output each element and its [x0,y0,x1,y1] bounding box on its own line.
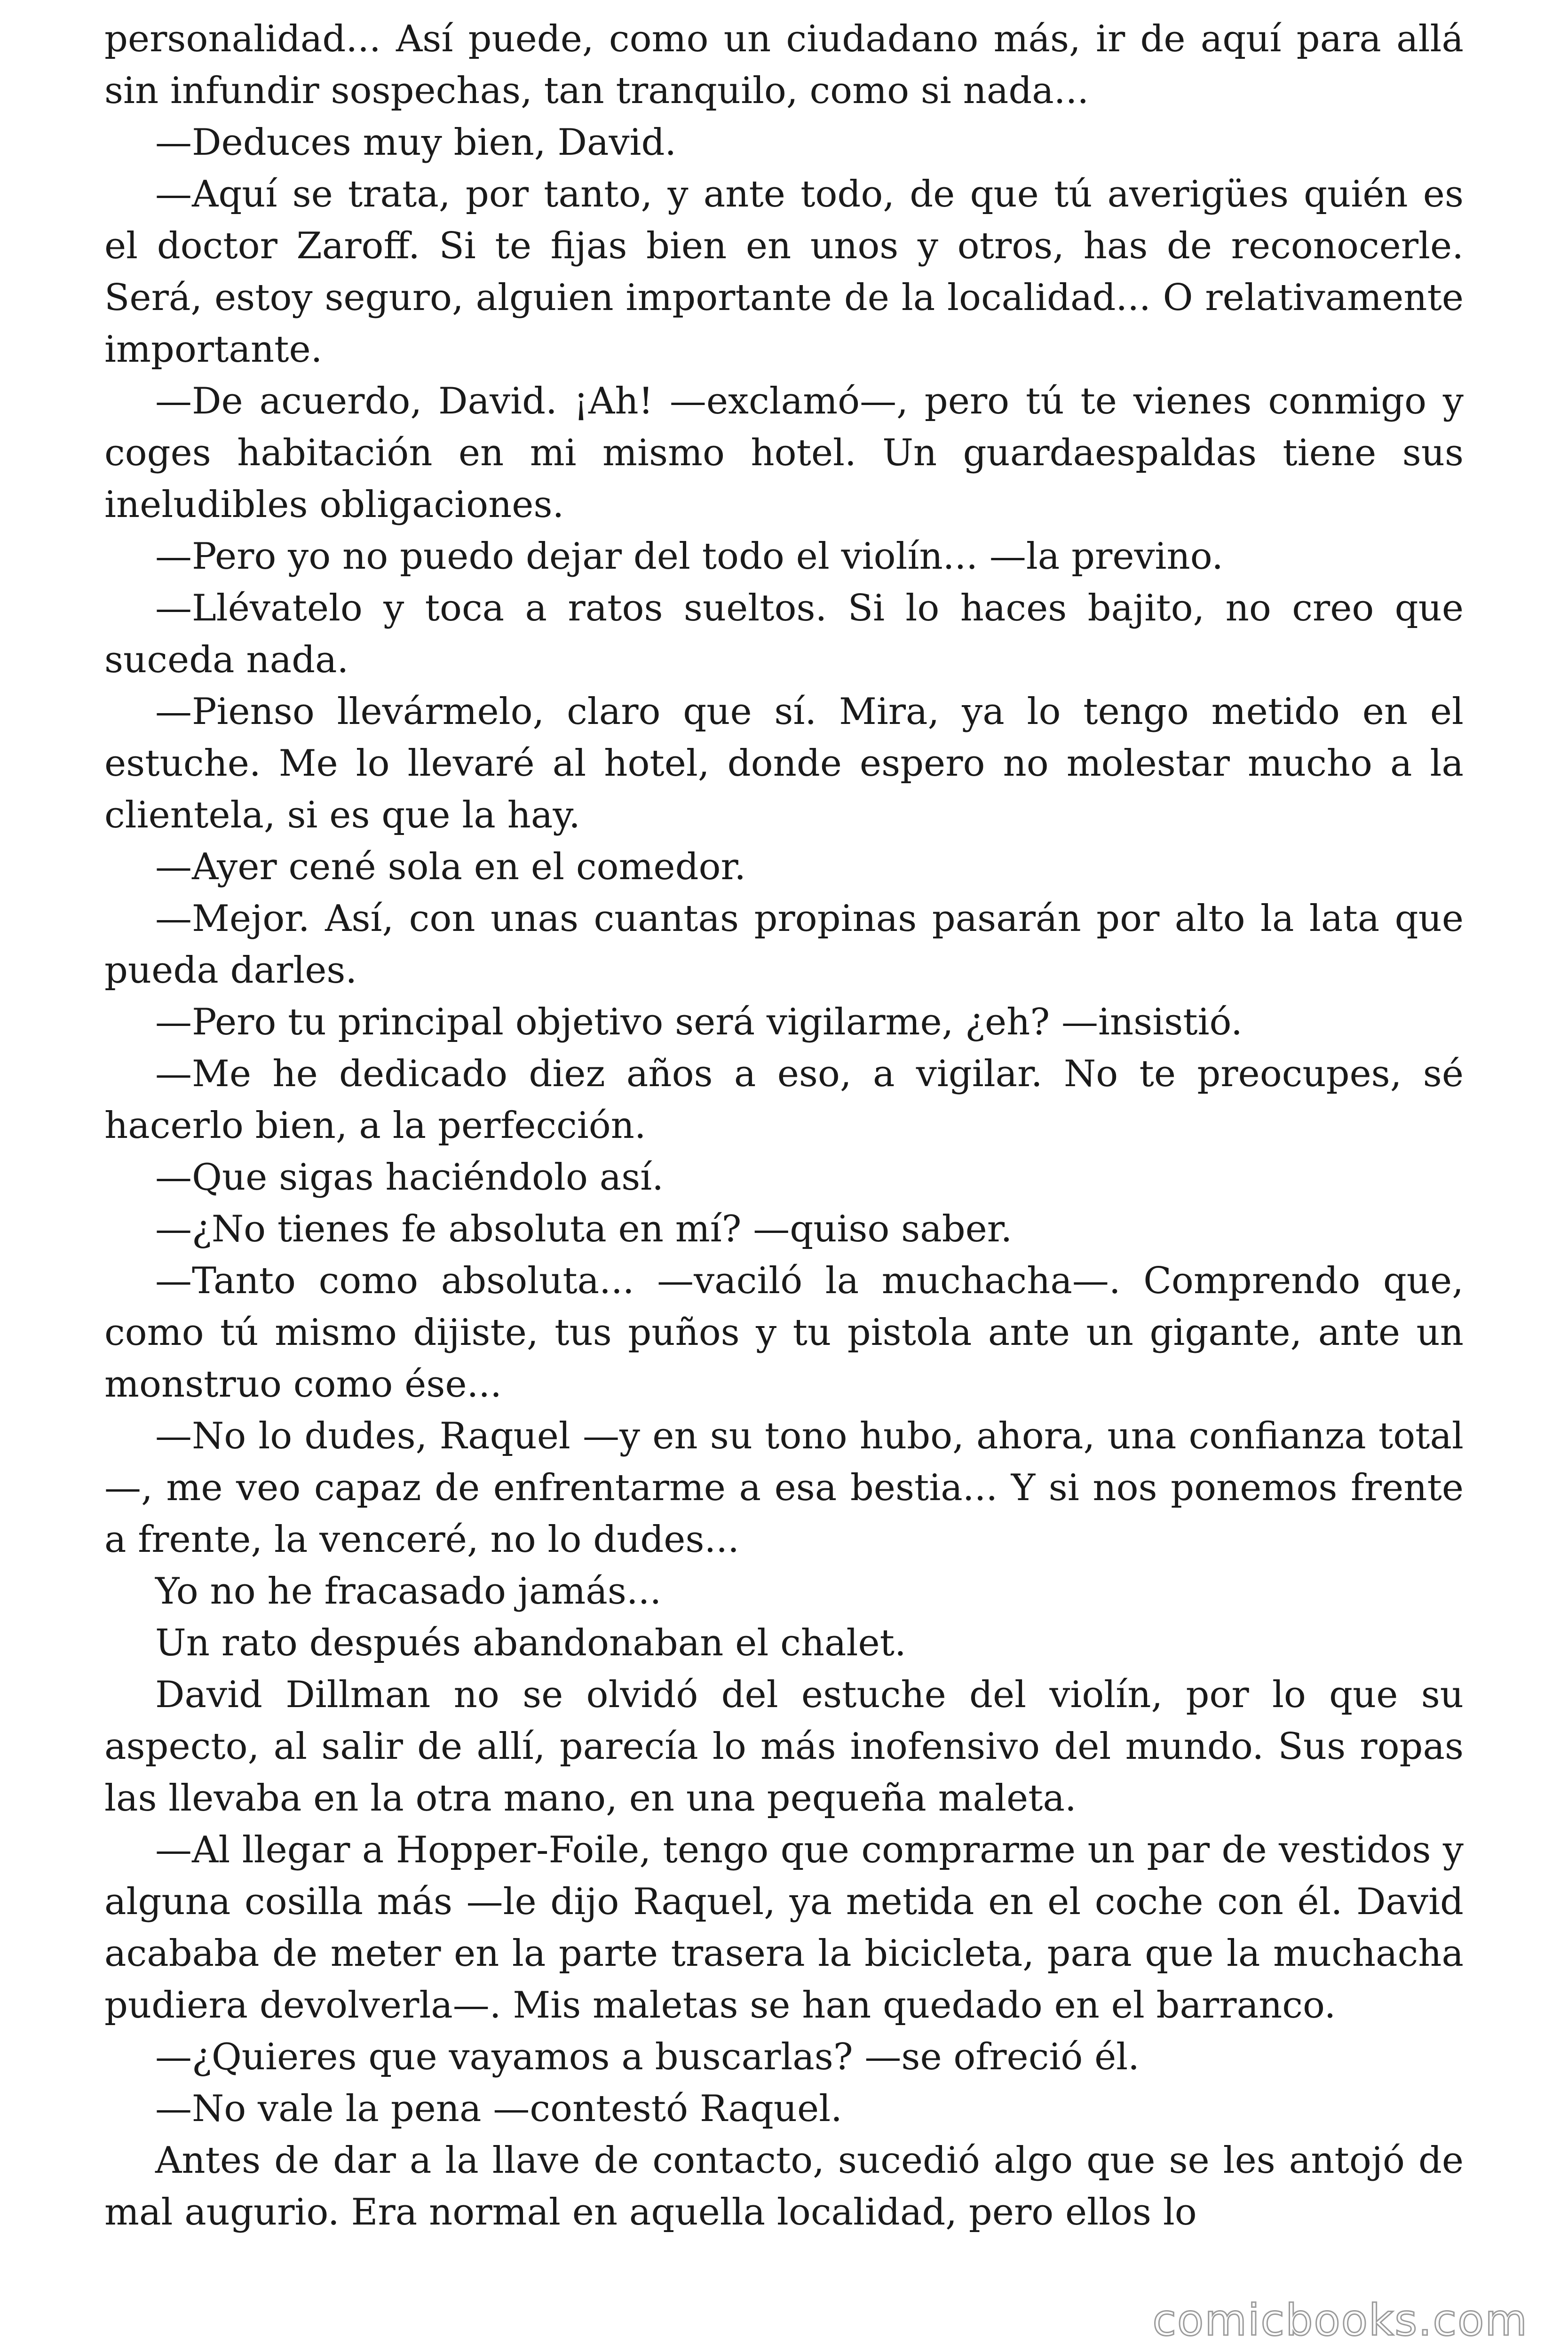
paragraph: —¿Quieres que vayamos a buscarlas? —se ofreció él. [155,2036,1140,2078]
paragraph: —Deduces muy bien, David. [155,121,677,164]
paragraph: Antes de dar a la llave de contacto, sucedió algo que se les antojó de mal augurio. Era normal en aquella localidad, pero ellos lo [104,2139,1464,2233]
paragraph: David Dillman no se olvidó del estuche del violín, por lo que su aspecto, al salir de allí, parecía lo más inofensivo del mundo. Sus ropas las llevaba en la otra mano, en una pequeña maleta. [104,1674,1464,1820]
paragraph: —Llévatelo y toca a ratos sueltos. Si lo haces bajito, no creo que suceda nada. [104,587,1464,681]
watermark: comicbooks.com [1152,2295,1528,2345]
paragraph: —Tanto como absoluta... —vaciló la muchacha—. Comprendo que, como tú mismo dijiste, tus puños y tu pistola ante un gigante, ante un monstruo como ése... [104,1260,1464,1406]
paragraph: —De acuerdo, David. ¡Ah! —exclamó—, pero tú te vienes conmigo y coges habitación en mi mismo hotel. Un guardaespaldas tiene sus ineludibles obligaciones. [104,380,1464,526]
paragraph: —Que sigas haciéndolo así. [155,1156,664,1199]
paragraph: —Al llegar a Hopper-Foile, tengo que comprarme un par de vestidos y alguna cosilla más —le dijo Raquel, ya metida en el coche con él. David acababa de meter en la parte trasera la bicicleta, para que la muchacha pudiera devolverla—. Mis maletas se han quedado en el barranco. [104,1829,1464,2026]
paragraph: Un rato después abandonaban el chalet. [155,1622,906,1664]
paragraph: Yo no he fracasado jamás... [155,1570,662,1613]
book-page [104,13,1464,2238]
paragraph: personalidad... Así puede, como un ciudadano más, ir de aquí para allá sin infundir sospechas, tan tranquilo, como si nada... [104,18,1464,112]
paragraph: —No vale la pena —contestó Raquel. [155,2088,842,2130]
paragraph: —Ayer cené sola en el comedor. [155,846,746,888]
paragraph: —No lo dudes, Raquel —y en su tono hubo, ahora, una confianza total—, me veo capaz de enfrentarme a esa bestia... Y si nos ponemos frente a frente, la venceré, no lo dudes... [104,1415,1464,1561]
paragraph: —Pienso llevármelo, claro que sí. Mira, ya lo tengo metido en el estuche. Me lo llevaré al hotel, donde espero no molestar mucho a la clientela, si es que la hay. [104,691,1464,836]
paragraph: —Mejor. Así, con unas cuantas propinas pasarán por alto la lata que pueda darles. [104,898,1464,992]
paragraph: —Me he dedicado diez años a eso, a vigilar. No te preocupes, sé hacerlo bien, a la perfección. [104,1053,1464,1147]
paragraph: —Pero yo no puedo dejar del todo el violín... —la previno. [155,535,1224,578]
paragraph: —¿No tienes fe absoluta en mí? —quiso saber. [155,1208,1013,1250]
paragraph: —Aquí se trata, por tanto, y ante todo, de que tú averigües quién es el doctor Zaroff. Si te fijas bien en unos y otros, has de reconocerle. Será, estoy seguro, alguien importante de la localidad... O relativamente importante. [104,173,1464,371]
paragraph: —Pero tu principal objetivo será vigilarme, ¿eh? —insistió. [155,1001,1243,1043]
